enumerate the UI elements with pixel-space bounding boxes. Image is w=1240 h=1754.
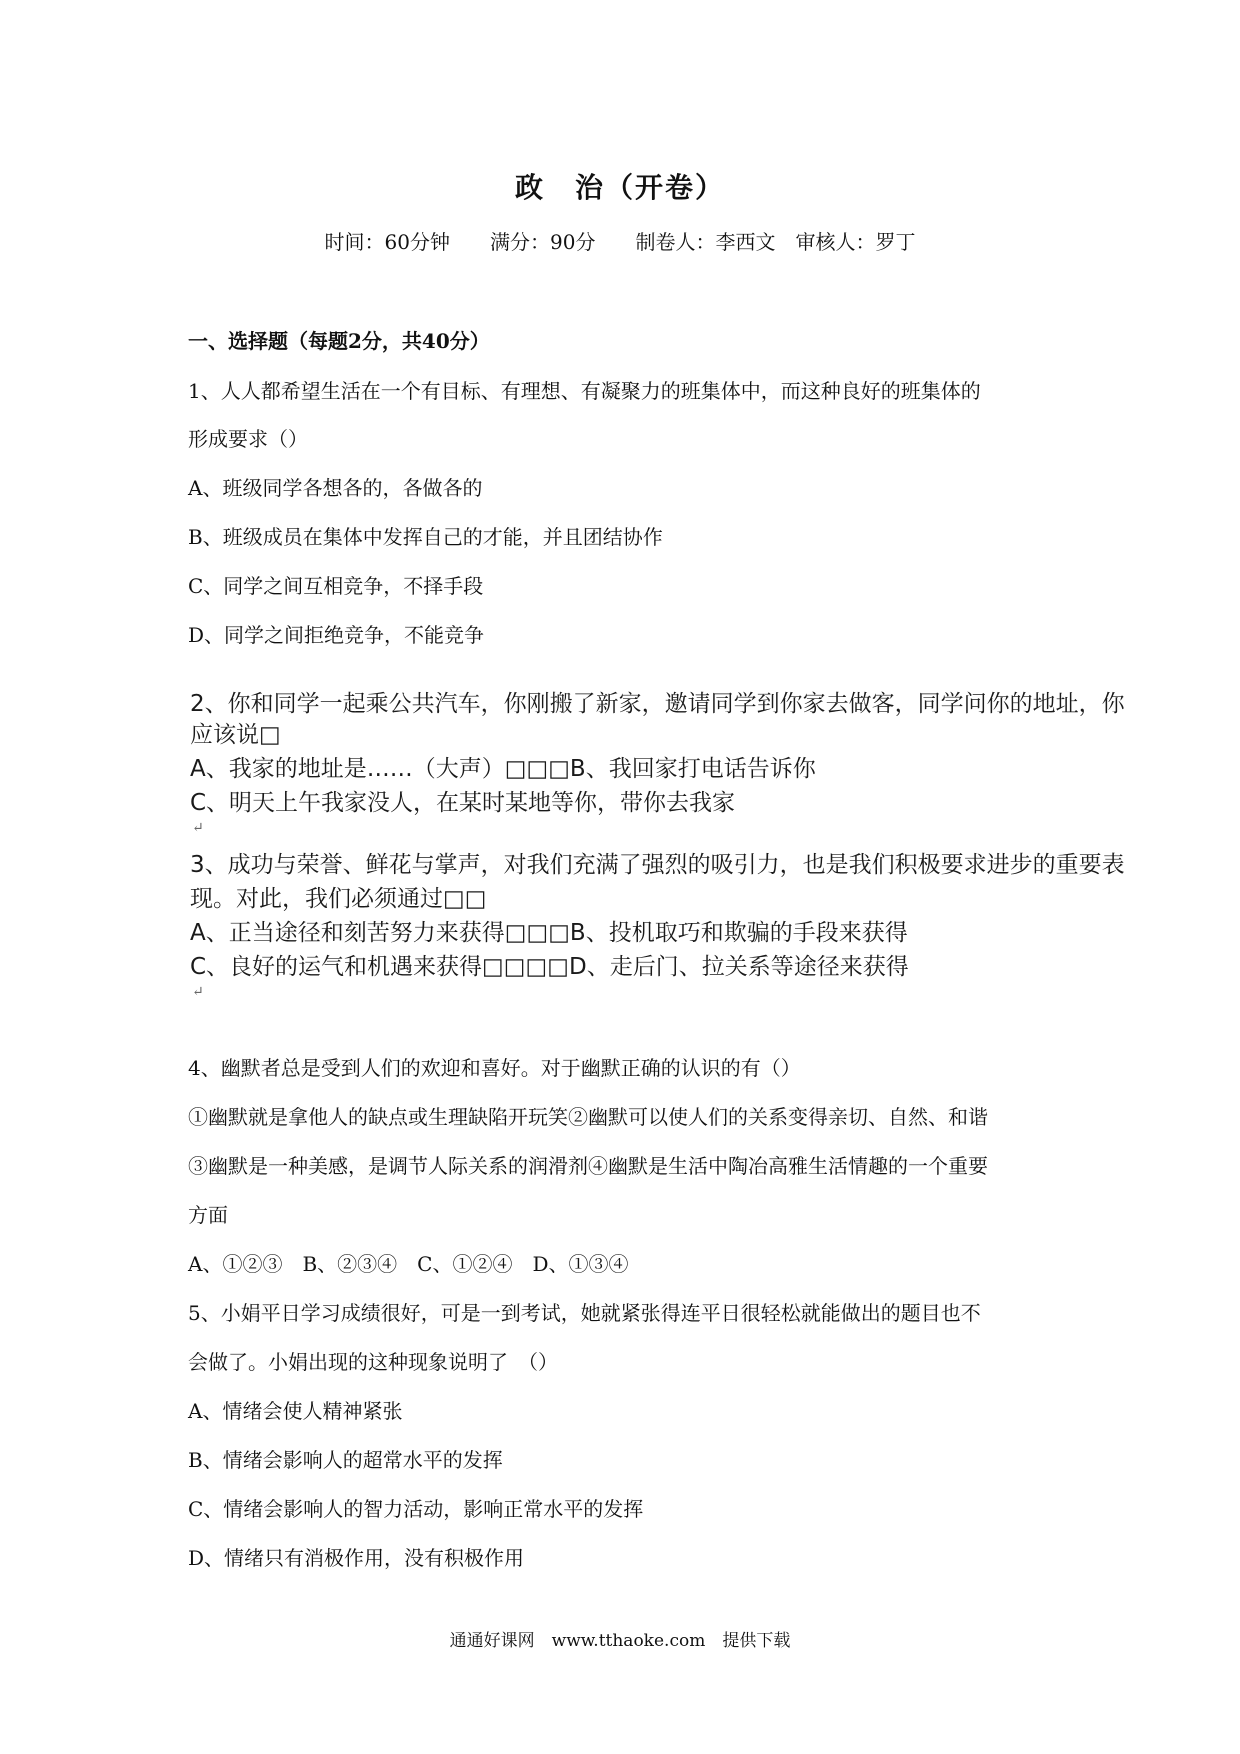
q5-option-d: D、情绪只有消极作用，没有积极作用 (188, 1546, 525, 1570)
q1-option-a: A、班级同学各想各的，各做各的 (188, 476, 483, 500)
q4-stem-line3: ③幽默是一种美感，是调节人际关系的润滑剂④幽默是生活中陶冶高雅生活情趣的一个重要 (188, 1154, 988, 1178)
q4-options: A、①②③ B、②③④ C、①②④ D、①③④ (188, 1252, 629, 1276)
q5-option-c: C、情绪会影响人的智力活动，影响正常水平的发挥 (188, 1497, 644, 1521)
q2-stem-line2: 应该说□ (190, 722, 281, 748)
exam-meta: 时间：60分钟 满分：90分 制卷人：李西文 审核人：罗丁 (324, 230, 916, 254)
q2-options-ab: A、我家的地址是……（大声）□□□B、我回家打电话告诉你 (190, 756, 816, 782)
page-title: 政 治（开卷） (514, 171, 725, 204)
q1-stem-line2: 形成要求（） (188, 427, 308, 451)
q1-option-c: C、同学之间互相竞争，不择手段 (188, 574, 484, 598)
return-mark: ↵ (192, 820, 204, 836)
q5-stem-line2: 会做了。小娟出现的这种现象说明了 （） (188, 1350, 558, 1374)
q1-stem-line1: 1、人人都希望生活在一个有目标、有理想、有凝聚力的班集体中，而这种良好的班集体的 (188, 379, 981, 403)
q1-option-b: B、班级成员在集体中发挥自己的才能，并且团结协作 (188, 525, 663, 549)
q4-stem-line2: ①幽默就是拿他人的缺点或生理缺陷开玩笑②幽默可以使人们的关系变得亲切、自然、和谐 (188, 1105, 988, 1129)
q3-options-ab: A、正当途径和刻苦努力来获得□□□B、投机取巧和欺骗的手段来获得 (190, 920, 908, 946)
q5-option-b: B、情绪会影响人的超常水平的发挥 (188, 1448, 503, 1472)
q4-stem-line1: 4、幽默者总是受到人们的欢迎和喜好。对于幽默正确的认识的有（） (188, 1056, 801, 1080)
q1-option-d: D、同学之间拒绝竞争，不能竞争 (188, 623, 485, 647)
section-heading: 一、选择题（每题2分，共40分） (188, 329, 490, 353)
q3-stem-line1: 3、成功与荣誉、鲜花与掌声，对我们充满了强烈的吸引力，也是我们积极要求进步的重要表 (190, 852, 1125, 878)
q5-option-a: A、情绪会使人精神紧张 (188, 1399, 403, 1423)
q2-option-c: C、明天上午我家没人，在某时某地等你，带你去我家 (190, 790, 736, 816)
q3-stem-line2: 现。对此，我们必须通过□□ (190, 886, 487, 912)
footer-source: 通通好课网 www.tthaoke.com 提供下载 (449, 1631, 791, 1651)
return-mark: ↵ (192, 984, 204, 1000)
q3-options-cd: C、良好的运气和机遇来获得□□□□D、走后门、拉关系等途径来获得 (190, 954, 909, 980)
q5-stem-line1: 5、小娟平日学习成绩很好，可是一到考试，她就紧张得连平日很轻松就能做出的题目也不 (188, 1301, 981, 1325)
q4-stem-line4: 方面 (188, 1203, 228, 1227)
q2-stem-line1: 2、你和同学一起乘公共汽车，你刚搬了新家，邀请同学到你家去做客，同学问你的地址，你 (190, 691, 1125, 717)
